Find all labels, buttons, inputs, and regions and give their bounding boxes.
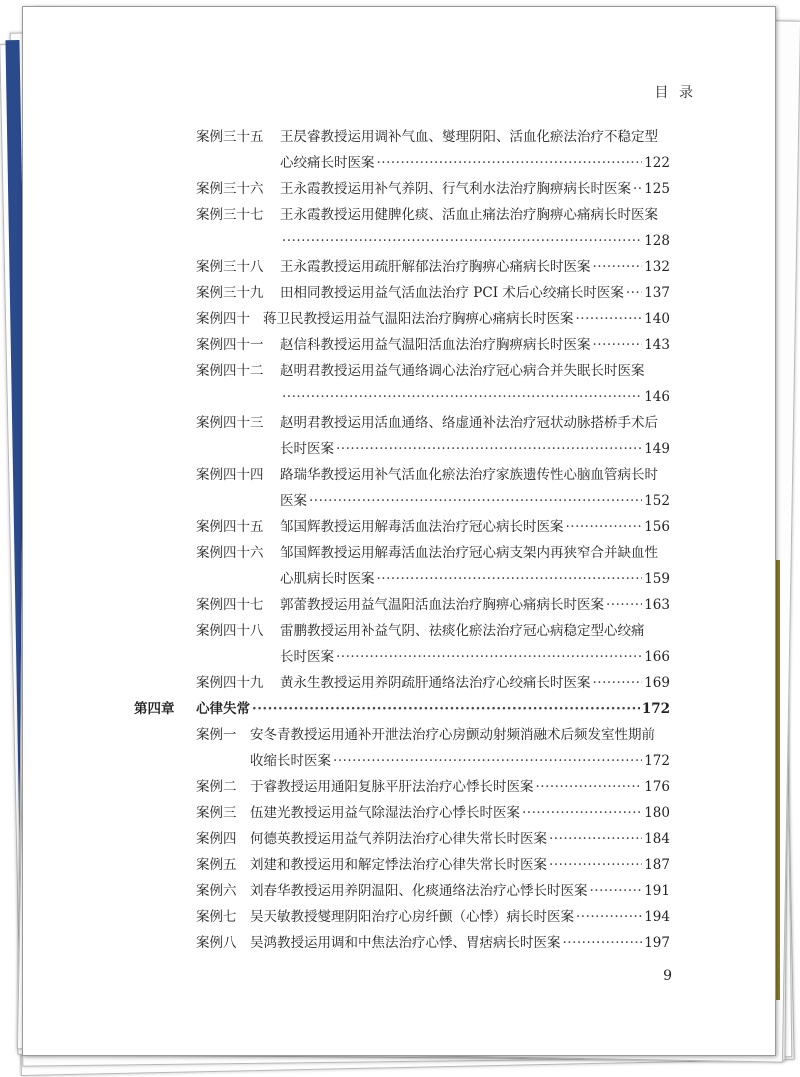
case-number: 案例八 — [196, 935, 237, 951]
entry-title: 医案 — [280, 493, 307, 509]
dot-leader — [282, 228, 642, 254]
entry-title: 长时医案 — [280, 441, 334, 457]
entry-title: 邹国辉教授运用解毒活血法治疗冠心病长时医案 — [280, 519, 564, 535]
entry-page-number: 159 — [644, 571, 670, 587]
dot-leader — [377, 566, 643, 592]
entry-title: 心肌病长时医案 — [280, 571, 375, 587]
dot-leader — [282, 384, 642, 410]
dot-leader — [576, 306, 643, 332]
entry-title: 吴鸿教授运用调和中焦法治疗心悸、胃痞病长时医案 — [250, 935, 561, 951]
toc-entry[interactable] — [0, 930, 800, 956]
entry-page-number: 146 — [644, 389, 670, 405]
entry-page-number: 172 — [644, 753, 670, 769]
entry-page-number: 176 — [644, 779, 670, 795]
entry-title: 雷鹏教授运用补益气阴、祛痰化瘀法治疗冠心病稳定型心绞痛 — [280, 623, 645, 639]
dot-leader — [549, 852, 642, 878]
dot-leader — [590, 878, 643, 904]
entry-title: 刘春华教授运用养阴温阳、化痰通络法治疗心悸长时医案 — [250, 883, 588, 899]
case-number: 案例四十 — [196, 311, 250, 327]
entry-page-number: 184 — [644, 831, 670, 847]
entry-title: 王永霞教授运用补气养阴、行气利水法治疗胸痹病长时医案 — [280, 181, 631, 197]
entry-title: 心律失常 — [196, 701, 250, 717]
dot-leader — [633, 176, 642, 202]
dot-leader — [576, 904, 642, 930]
entry-page-number: 149 — [644, 441, 670, 457]
case-number: 案例一 — [196, 727, 237, 743]
case-number: 案例四十五 — [196, 519, 264, 535]
entry-title: 王昃睿教授运用调补气血、燮理阴阳、活血化瘀法治疗不稳定型 — [280, 129, 658, 145]
case-number: 案例四 — [196, 831, 237, 847]
toc-entry[interactable] — [0, 358, 800, 410]
case-number: 案例四十六 — [196, 545, 264, 561]
entry-title: 邹国辉教授运用解毒活血法治疗冠心病支架内再狭窄合并缺血性 — [280, 545, 658, 561]
case-number: 案例四十三 — [196, 415, 264, 431]
entry-title: 心绞痛长时医案 — [280, 155, 375, 171]
toc-entry[interactable] — [0, 176, 800, 202]
dot-leader — [566, 514, 643, 540]
toc-entry[interactable] — [0, 124, 800, 176]
entry-title: 于睿教授运用通阳复脉平肝法治疗心悸长时医案 — [250, 779, 534, 795]
toc-entry[interactable] — [0, 852, 800, 878]
page-number: 9 — [663, 968, 672, 984]
toc-entry[interactable] — [0, 540, 800, 592]
case-number: 案例四十二 — [196, 363, 264, 379]
case-number: 案例四十九 — [196, 675, 264, 691]
toc-entry[interactable] — [0, 332, 800, 358]
case-number: 案例四十八 — [196, 623, 264, 639]
dot-leader — [309, 488, 642, 514]
entry-page-number: 152 — [644, 493, 670, 509]
toc-entry[interactable] — [0, 592, 800, 618]
dot-leader — [377, 150, 643, 176]
toc-entry[interactable] — [0, 774, 800, 800]
case-number: 案例四十一 — [196, 337, 264, 353]
entry-title: 黄永生教授运用养阴疏肝通络法治疗心绞痛长时医案 — [280, 675, 591, 691]
entry-page-number: 169 — [644, 675, 670, 691]
case-number: 案例三 — [196, 805, 237, 821]
table-of-contents — [0, 124, 800, 956]
case-number: 案例二 — [196, 779, 237, 795]
toc-entry[interactable] — [0, 904, 800, 930]
entry-page-number: 137 — [644, 285, 670, 301]
case-number: 案例四十四 — [196, 467, 264, 483]
dot-leader — [626, 280, 642, 306]
entry-title: 长时医案 — [280, 649, 334, 665]
entry-page-number: 128 — [644, 233, 670, 249]
dot-leader — [536, 774, 643, 800]
toc-entry[interactable] — [0, 254, 800, 280]
entry-page-number: 163 — [644, 597, 670, 613]
entry-page-number: 143 — [644, 337, 670, 353]
case-number: 案例三十七 — [196, 207, 264, 223]
toc-entry[interactable] — [0, 306, 800, 332]
entry-title: 蒋卫民教授运用益气温阳法治疗胸痹心痛病长时医案 — [263, 311, 574, 327]
entry-title: 伍建光教授运用益气除湿法治疗心悸长时医案 — [250, 805, 520, 821]
entry-page-number: 191 — [644, 883, 670, 899]
entry-page-number: 166 — [644, 649, 670, 665]
entry-page-number: 122 — [644, 155, 670, 171]
chapter-number: 第四章 — [134, 701, 175, 717]
entry-title: 何德英教授运用益气养阴法治疗心律失常长时医案 — [250, 831, 547, 847]
case-number: 案例四十七 — [196, 597, 264, 613]
entry-title: 王永霞教授运用健脾化痰、活血止痛法治疗胸痹心痛病长时医案 — [280, 207, 658, 223]
entry-title: 刘建和教授运用和解定悸法治疗心律失常长时医案 — [250, 857, 547, 873]
dot-leader — [593, 254, 643, 280]
entry-title: 郭蕾教授运用益气温阳活血法治疗胸痹心痛病长时医案 — [280, 597, 604, 613]
entry-page-number: 125 — [644, 181, 670, 197]
dot-leader — [333, 748, 642, 774]
toc-entry[interactable] — [0, 800, 800, 826]
entry-title: 收缩长时医案 — [250, 753, 331, 769]
case-number: 案例六 — [196, 883, 237, 899]
case-number: 案例三十五 — [196, 129, 264, 145]
entry-page-number: 140 — [644, 311, 670, 327]
entry-title: 安冬青教授运用通补开泄法治疗心房颤动射频消融术后频发室性期前 — [250, 727, 655, 743]
case-number: 案例三十六 — [196, 181, 264, 197]
entry-title: 田相同教授运用益气活血法治疗 PCI 术后心绞痛长时医案 — [280, 285, 624, 301]
toc-entry[interactable] — [0, 722, 800, 774]
entry-title: 路瑞华教授运用补气活血化瘀法治疗家族遗传性心脑血管病长时 — [280, 467, 658, 483]
running-head: 目 录 — [654, 85, 696, 101]
dot-leader — [522, 800, 642, 826]
entry-page-number: 194 — [644, 909, 670, 925]
entry-title: 吴天敏教授燮理阴阳治疗心房纤颤（心悸）病长时医案 — [250, 909, 574, 925]
entry-page-number: 197 — [644, 935, 670, 951]
entry-title: 王永霞教授运用疏肝解郁法治疗胸痹心痛病长时医案 — [280, 259, 591, 275]
entry-page-number: 187 — [644, 857, 670, 873]
entry-page-number: 156 — [644, 519, 670, 535]
dot-leader — [336, 436, 642, 462]
dot-leader — [252, 696, 640, 722]
toc-chapter[interactable] — [0, 696, 800, 722]
dot-leader — [563, 930, 643, 956]
entry-title: 赵明君教授运用活血通络、络虚通补法治疗冠状动脉搭桥手术后 — [280, 415, 658, 431]
entry-page-number: 132 — [644, 259, 670, 275]
entry-title: 赵明君教授运用益气通络调心法治疗冠心病合并失眠长时医案 — [280, 363, 645, 379]
entry-title: 赵信科教授运用益气温阳活血法治疗胸痹病长时医案 — [280, 337, 591, 353]
toc-entry[interactable] — [0, 410, 800, 462]
case-number: 案例三十九 — [196, 285, 264, 301]
entry-page-number: 172 — [641, 701, 670, 717]
case-number: 案例五 — [196, 857, 237, 873]
case-number: 案例三十八 — [196, 259, 264, 275]
toc-entry[interactable] — [0, 670, 800, 696]
dot-leader — [606, 592, 642, 618]
dot-leader — [593, 332, 643, 358]
dot-leader — [549, 826, 642, 852]
toc-entry[interactable] — [0, 826, 800, 852]
toc-entry[interactable] — [0, 462, 800, 514]
dot-leader — [593, 670, 643, 696]
toc-entry[interactable] — [0, 202, 800, 254]
entry-page-number: 180 — [644, 805, 670, 821]
toc-entry[interactable] — [0, 280, 800, 306]
toc-entry[interactable] — [0, 514, 800, 540]
dot-leader — [336, 644, 642, 670]
case-number: 案例七 — [196, 909, 237, 925]
toc-entry[interactable] — [0, 618, 800, 670]
toc-entry[interactable] — [0, 878, 800, 904]
